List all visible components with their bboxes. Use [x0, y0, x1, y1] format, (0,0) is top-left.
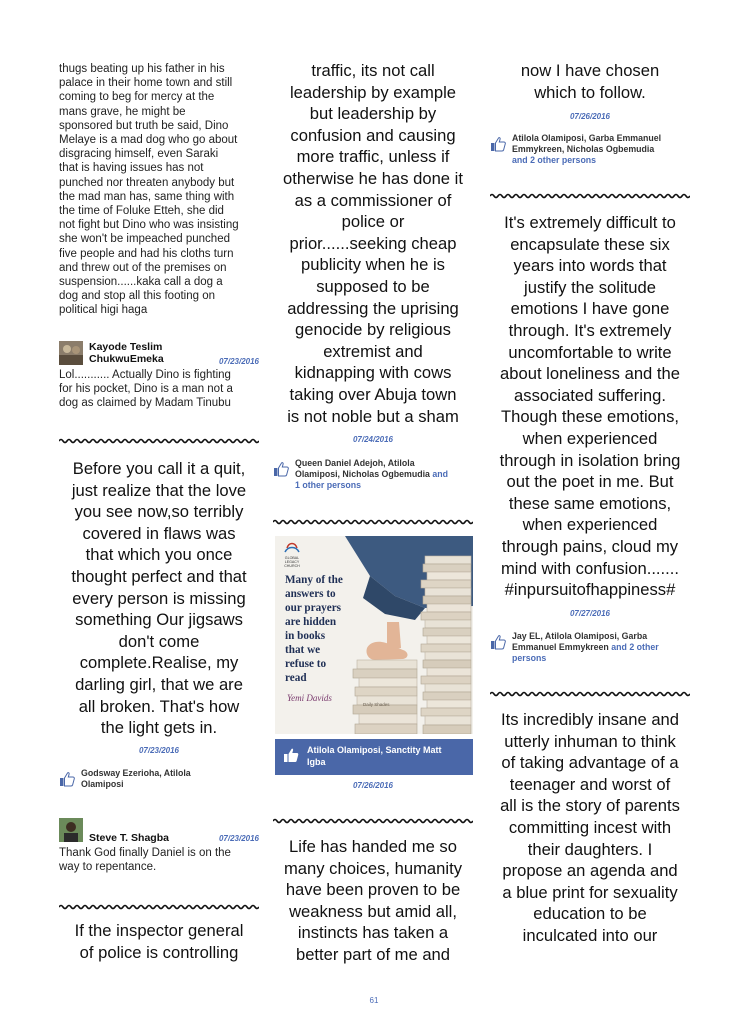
text-line: that which you once — [85, 545, 233, 565]
text-line: leadership by example — [289, 82, 457, 102]
likes-line: Godsway Ezerioha, Atilola — [81, 768, 191, 778]
text-line: don't come — [118, 631, 200, 651]
logo-text: CHURCH — [284, 564, 300, 568]
logo-text: GLOBAL — [284, 556, 300, 560]
likes-more-link[interactable]: and — [432, 469, 449, 479]
likes-names — [512, 133, 661, 166]
text-line: disgracing himself, even Saraki — [59, 148, 219, 161]
commenter-name: Steve T. Shagba — [89, 832, 169, 844]
text-line: teenager and worst of — [509, 774, 671, 794]
avatar — [59, 341, 83, 365]
text-line: Melaye is a mad dog who go about — [59, 134, 238, 147]
post-date: 07/26/2016 — [352, 781, 394, 790]
text-line: you see now,so terribly — [74, 502, 244, 522]
text-line: when experienced — [522, 428, 658, 448]
post-date: 07/24/2016 — [352, 435, 394, 444]
comment-body — [59, 846, 259, 874]
text-line: which to follow. — [534, 82, 646, 102]
book-stack-right — [421, 556, 471, 734]
text-line: suspension......kaka call a dog a — [59, 276, 223, 289]
logo-text: LEGACY — [284, 560, 300, 564]
page-number: 61 — [369, 996, 379, 1005]
thumbs-up-icon[interactable] — [490, 136, 506, 152]
text-line: and threw out of the premises on — [59, 261, 227, 274]
text-line: mans grave, he might be — [59, 105, 186, 118]
likes-line: Atilola Olamiposi, Sanctity Matt — [307, 745, 442, 755]
likes-names-part: Emmanuel Emmykreen — [512, 642, 609, 652]
likes-row[interactable] — [490, 631, 690, 664]
text-line: years into words that — [513, 256, 667, 276]
likes-names — [512, 631, 659, 664]
text-line: If the inspector general — [74, 921, 244, 940]
wavy-divider — [273, 817, 473, 825]
text-line: mind with confusion....... — [500, 558, 679, 578]
post-chosen — [490, 60, 690, 103]
text-line: prior......seeking cheap — [289, 233, 457, 253]
text-line: palace in their home town and still — [59, 77, 233, 90]
text-line: better part of me and — [295, 944, 451, 964]
text-line: It's extremely difficult to — [504, 213, 676, 232]
text-line: coming to beg for mercy at the — [59, 91, 215, 104]
post-traffic — [273, 60, 473, 427]
text-line: genocide by religious — [295, 320, 451, 340]
likes-row[interactable] — [59, 768, 259, 790]
post-sexuality-education — [490, 709, 690, 947]
likes-more-link[interactable]: and 2 other persons — [512, 155, 597, 165]
text-line: committing incest with — [508, 817, 672, 837]
likes-more-link[interactable]: and 2 other — [611, 642, 659, 652]
thumbs-up-icon[interactable] — [273, 461, 289, 477]
text-line: but leadership by — [309, 104, 437, 124]
text-line: of police is controlling — [79, 942, 239, 962]
wavy-divider — [490, 192, 690, 200]
text-line: not fight but Dino who was insisting — [59, 219, 239, 232]
likes-line: Jay EL, Atilola Olamiposi, Garba — [512, 631, 648, 641]
post-date: 07/23/2016 — [138, 746, 180, 755]
text-line: instincts has taken a — [297, 923, 449, 943]
text-line: as a commissioner of — [294, 190, 452, 210]
text-line: of taking advantage of a — [501, 753, 679, 773]
likes-line: Igba — [307, 756, 326, 767]
text-line: for his pocket, Dino is a man not a — [59, 383, 233, 396]
quote-line: that we — [285, 644, 321, 656]
text-line: extremist and — [323, 341, 423, 361]
text-line: the light gets in. — [100, 718, 218, 738]
likes-more-link[interactable]: 1 other persons — [295, 480, 361, 490]
post-before-you-quit — [59, 458, 259, 739]
image-likes-bar[interactable] — [275, 739, 473, 775]
text-line: through. It's extremely — [508, 320, 672, 340]
text-line: taking over Abuja town — [289, 384, 457, 404]
books-image[interactable] — [275, 536, 473, 734]
shared-image-card[interactable] — [275, 536, 473, 770]
wavy-divider — [59, 437, 259, 445]
avatar — [59, 818, 83, 842]
text-line: publicity when he is — [301, 255, 445, 275]
likes-names — [81, 768, 191, 790]
text-line: out the poet in me. But — [506, 472, 674, 492]
post-six-years — [490, 212, 690, 601]
text-line: have been proven to be — [285, 880, 461, 900]
text-line: something Our jigsaws — [75, 610, 243, 630]
text-line: the time of Foluke Etteh, she did — [59, 205, 224, 218]
quote-line: answers to — [285, 588, 336, 600]
text-line: traffic, its not call — [311, 61, 435, 80]
text-line: kidnapping with cows — [294, 363, 452, 383]
wavy-divider — [490, 690, 690, 698]
likes-line: Emmykreen, Nicholas Ogbemudia — [512, 144, 655, 154]
likes-more-link[interactable]: persons — [512, 653, 547, 663]
text-line: many choices, humanity — [283, 858, 462, 878]
text-line: supposed to be — [316, 276, 430, 296]
post-date: 07/27/2016 — [569, 609, 611, 618]
text-line: through pains, cloud my — [501, 536, 679, 556]
quote-line: are hidden — [285, 616, 337, 628]
text-line: utterly inhuman to think — [504, 731, 676, 751]
text-line: about loneliness and the — [500, 364, 680, 384]
text-line: through in isolation bring — [499, 450, 681, 470]
likes-row[interactable] — [273, 458, 473, 491]
name-line: Kayode Teslim — [89, 341, 163, 353]
likes-names-part: Olamiposi, Nicholas Ogbemudia — [295, 469, 430, 479]
name-line: ChukwuEmeka — [89, 353, 164, 365]
text-line: encapsulate these six — [510, 234, 670, 254]
text-line: justify the solitude — [524, 277, 656, 297]
text-line: Though these emotions, — [500, 407, 680, 427]
likes-names — [295, 458, 448, 491]
comment-text — [59, 62, 259, 318]
quote-line: our prayers — [285, 602, 342, 614]
commenter-name — [89, 341, 213, 365]
text-line: addressing the uprising — [287, 298, 459, 318]
thumbs-up-icon[interactable] — [59, 771, 75, 787]
likes-line — [295, 469, 448, 480]
text-line: sponsored but truth be said, Dino — [59, 119, 229, 132]
text-line: dog as claimed by Madam Tinubu — [59, 397, 231, 410]
text-line: uncomfortable to write — [508, 342, 672, 362]
thumbs-up-icon[interactable] — [490, 634, 506, 650]
text-line: every person is missing — [72, 588, 246, 608]
text-line: political higi haga — [59, 304, 148, 317]
text-line: Its incredibly insane and — [500, 710, 680, 729]
text-line: when experienced — [522, 515, 658, 535]
text-line: all is the story of parents — [500, 796, 680, 816]
reply-steve — [59, 818, 259, 874]
text-line: weakness but amid all, — [289, 901, 457, 921]
text-line: confusion and causing — [290, 125, 456, 145]
text-line: Life has handed me so — [289, 837, 457, 856]
comment-header — [59, 818, 259, 844]
text-line: #inpursuitofhappiness# — [504, 580, 676, 600]
text-line: their daughters. I — [527, 839, 653, 859]
text-line: is not noble but a sham — [287, 406, 459, 426]
text-line: police or — [341, 212, 405, 232]
comment-header — [59, 341, 259, 366]
likes-line — [512, 642, 659, 653]
text-line: darling girl, that we are — [75, 674, 243, 694]
post-date: 07/26/2016 — [569, 112, 611, 121]
text-line: emotions I have gone — [510, 299, 670, 319]
text-line: just realize that the love — [71, 480, 247, 500]
text-line: otherwise he has done it — [283, 168, 463, 188]
quote-line: Many of the — [285, 574, 343, 586]
text-line: the mad man has, same thing with — [59, 190, 235, 203]
thumbs-up-icon[interactable] — [283, 747, 299, 763]
wavy-divider — [273, 518, 473, 526]
post-life-choices — [273, 836, 473, 966]
quote-line: read — [285, 672, 307, 684]
likes-line: Atilola Olamiposi, Garba Emmanuel — [512, 133, 662, 143]
text-line: five people and had his cloths turn — [59, 247, 234, 260]
text-line: these same emotions, — [508, 493, 672, 513]
text-line: inculcated into our — [522, 925, 658, 945]
text-line: way to repentance. — [59, 861, 157, 874]
quote-line: in books — [285, 630, 326, 642]
text-line: covered in flaws was — [82, 523, 236, 543]
likes-line: Olamiposi — [81, 779, 124, 789]
wavy-divider — [59, 903, 259, 911]
reply-kayode — [59, 341, 259, 411]
text-line: all broken. That's how — [78, 696, 240, 716]
comment-date: 07/23/2016 — [218, 834, 259, 843]
text-line: thought perfect and that — [71, 566, 247, 586]
text-line: punched nor threaten anybody but — [59, 176, 235, 189]
text-line: Thank God finally Daniel is on the — [59, 847, 231, 859]
text-line: dog and stop all this footing on — [59, 290, 216, 303]
comment-date: 07/23/2016 — [218, 357, 259, 366]
text-line: thugs beating up his father in his — [59, 63, 225, 75]
text-line: a blue print for sexuality — [502, 882, 678, 902]
text-line: Before you call it a quit, — [72, 459, 246, 478]
text-line: education to be — [533, 904, 647, 924]
text-line: propose an agenda and — [502, 861, 678, 881]
comment-body — [59, 368, 259, 411]
likes-row[interactable] — [490, 133, 690, 166]
likes-names — [307, 745, 442, 768]
signature-text: Yemi Davids — [287, 693, 332, 703]
quote-line: refuse to — [285, 658, 327, 670]
text-line: now I have chosen — [520, 61, 660, 80]
text-line: more traffic, unless if — [296, 147, 450, 167]
book-spine-label: Daily Shades — [363, 702, 390, 707]
text-line: she won't be impeached punched — [59, 233, 230, 246]
post-inspector-general — [59, 920, 259, 963]
text-line: associated suffering. — [514, 385, 666, 405]
text-line: that is having issues has not — [59, 162, 204, 175]
likes-line: Queen Daniel Adejoh, Atilola — [295, 458, 415, 468]
book-stack-left — [353, 660, 417, 734]
text-line: Lol........... Actually Dino is fighting — [59, 369, 231, 381]
text-line: complete.Realise, my — [79, 653, 239, 673]
